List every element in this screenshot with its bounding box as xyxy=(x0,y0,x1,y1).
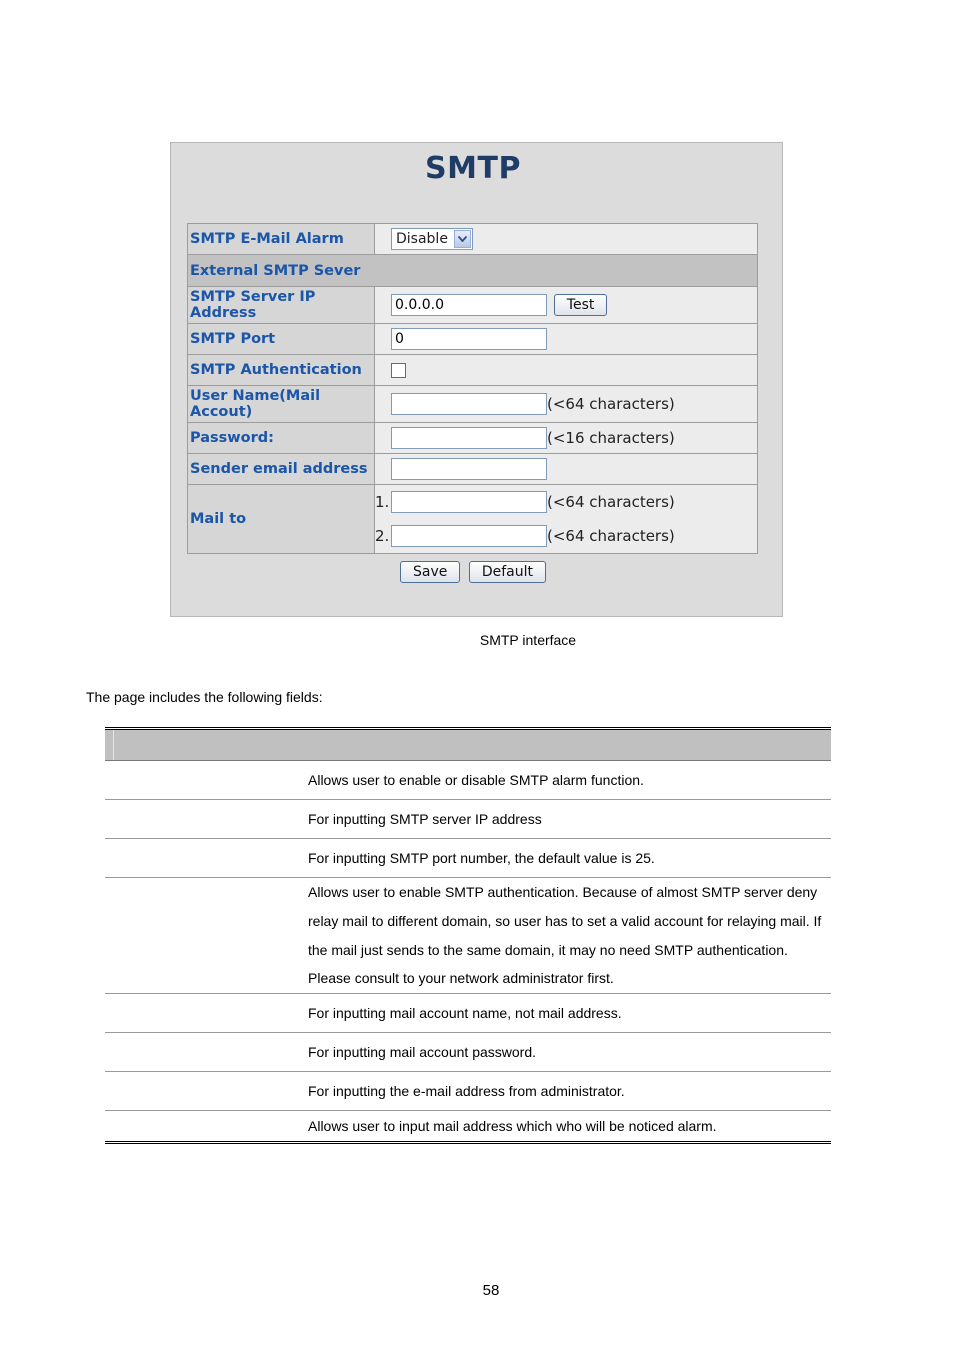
mail-to-input-1[interactable] xyxy=(391,491,547,513)
sender-email-label: Sender email address xyxy=(188,454,375,485)
mail-to-entry xyxy=(375,519,757,553)
user-name-hint: (<64 characters) xyxy=(547,395,675,413)
mail-to-hint: (<64 characters) xyxy=(547,493,675,511)
test-button[interactable]: Test xyxy=(554,294,608,316)
mail-to-label: Mail to xyxy=(188,485,375,554)
table-row xyxy=(105,839,831,878)
field-description: For inputting SMTP port number, the default value is 25. xyxy=(308,849,655,866)
save-button[interactable]: Save xyxy=(400,561,460,583)
row-mail-to xyxy=(188,485,758,554)
password-label: Password: xyxy=(188,423,375,454)
mail-to-entry xyxy=(375,485,757,519)
email-alarm-selected-value: Disable xyxy=(396,231,448,247)
field-description: For inputting mail account name, not mail address. xyxy=(308,1004,622,1021)
field-description: Allows user to input mail address which who will be noticed alarm. xyxy=(308,1117,717,1134)
smtp-form-table xyxy=(187,223,758,554)
email-alarm-select[interactable] xyxy=(391,228,473,250)
figure-caption: SMTP interface xyxy=(479,632,577,648)
email-alarm-label: SMTP E-Mail Alarm xyxy=(188,224,375,255)
row-email-alarm xyxy=(188,224,758,255)
row-port xyxy=(188,324,758,355)
table-row xyxy=(105,994,831,1033)
server-ip-label: SMTP Server IP Address xyxy=(188,287,375,324)
mail-to-hint: (<64 characters) xyxy=(547,527,675,545)
smtp-screenshot xyxy=(170,142,783,617)
authentication-label: SMTP Authentication xyxy=(188,355,375,386)
default-button[interactable]: Default xyxy=(469,561,546,583)
field-description: For inputting the e-mail address from administrator. xyxy=(308,1082,625,1099)
table-row xyxy=(105,761,831,800)
user-name-input[interactable] xyxy=(391,393,547,415)
row-sender-email xyxy=(188,454,758,485)
table-header xyxy=(105,730,831,761)
port-input[interactable]: 0 xyxy=(391,328,547,350)
password-input[interactable] xyxy=(391,427,547,449)
mail-to-input-2[interactable] xyxy=(391,525,547,547)
field-description: For inputting SMTP server IP address xyxy=(308,810,542,827)
row-password xyxy=(188,423,758,454)
sender-email-input[interactable] xyxy=(391,458,547,480)
port-label: SMTP Port xyxy=(188,324,375,355)
row-authentication xyxy=(188,355,758,386)
table-row xyxy=(105,1111,831,1141)
row-section-external xyxy=(188,255,758,287)
field-description-table xyxy=(105,727,831,1144)
row-server-ip xyxy=(188,287,758,324)
page-number: 58 xyxy=(482,1282,500,1299)
authentication-checkbox[interactable] xyxy=(391,363,406,378)
field-description: Allows user to enable or disable SMTP alarm function. xyxy=(308,771,644,788)
field-description: Allows user to enable SMTP authentication. Because of almost SMTP server deny relay mail to different domain, so user has to set a valid account for relaying mail. If the mail just sends to the same domain, it may no need SMTP authentication. Please consult to your network administrator first. xyxy=(308,884,822,987)
password-hint: (<16 characters) xyxy=(547,429,675,447)
table-row xyxy=(105,1072,831,1111)
smtp-title: SMTP xyxy=(425,151,521,186)
mail-to-number: 2. xyxy=(375,527,390,545)
chevron-down-icon[interactable] xyxy=(454,230,471,248)
field-description: For inputting mail account password. xyxy=(308,1043,536,1060)
external-smtp-section-header: External SMTP Sever xyxy=(188,255,758,287)
server-ip-input[interactable]: 0.0.0.0 xyxy=(391,294,547,316)
intro-text: The page includes the following fields: xyxy=(86,689,323,705)
user-name-label: User Name(Mail Accout) xyxy=(188,386,375,423)
row-user-name xyxy=(188,386,758,423)
table-row xyxy=(105,878,831,994)
mail-to-number: 1. xyxy=(375,493,390,511)
form-buttons xyxy=(171,561,775,583)
table-row xyxy=(105,800,831,839)
table-row xyxy=(105,1033,831,1072)
